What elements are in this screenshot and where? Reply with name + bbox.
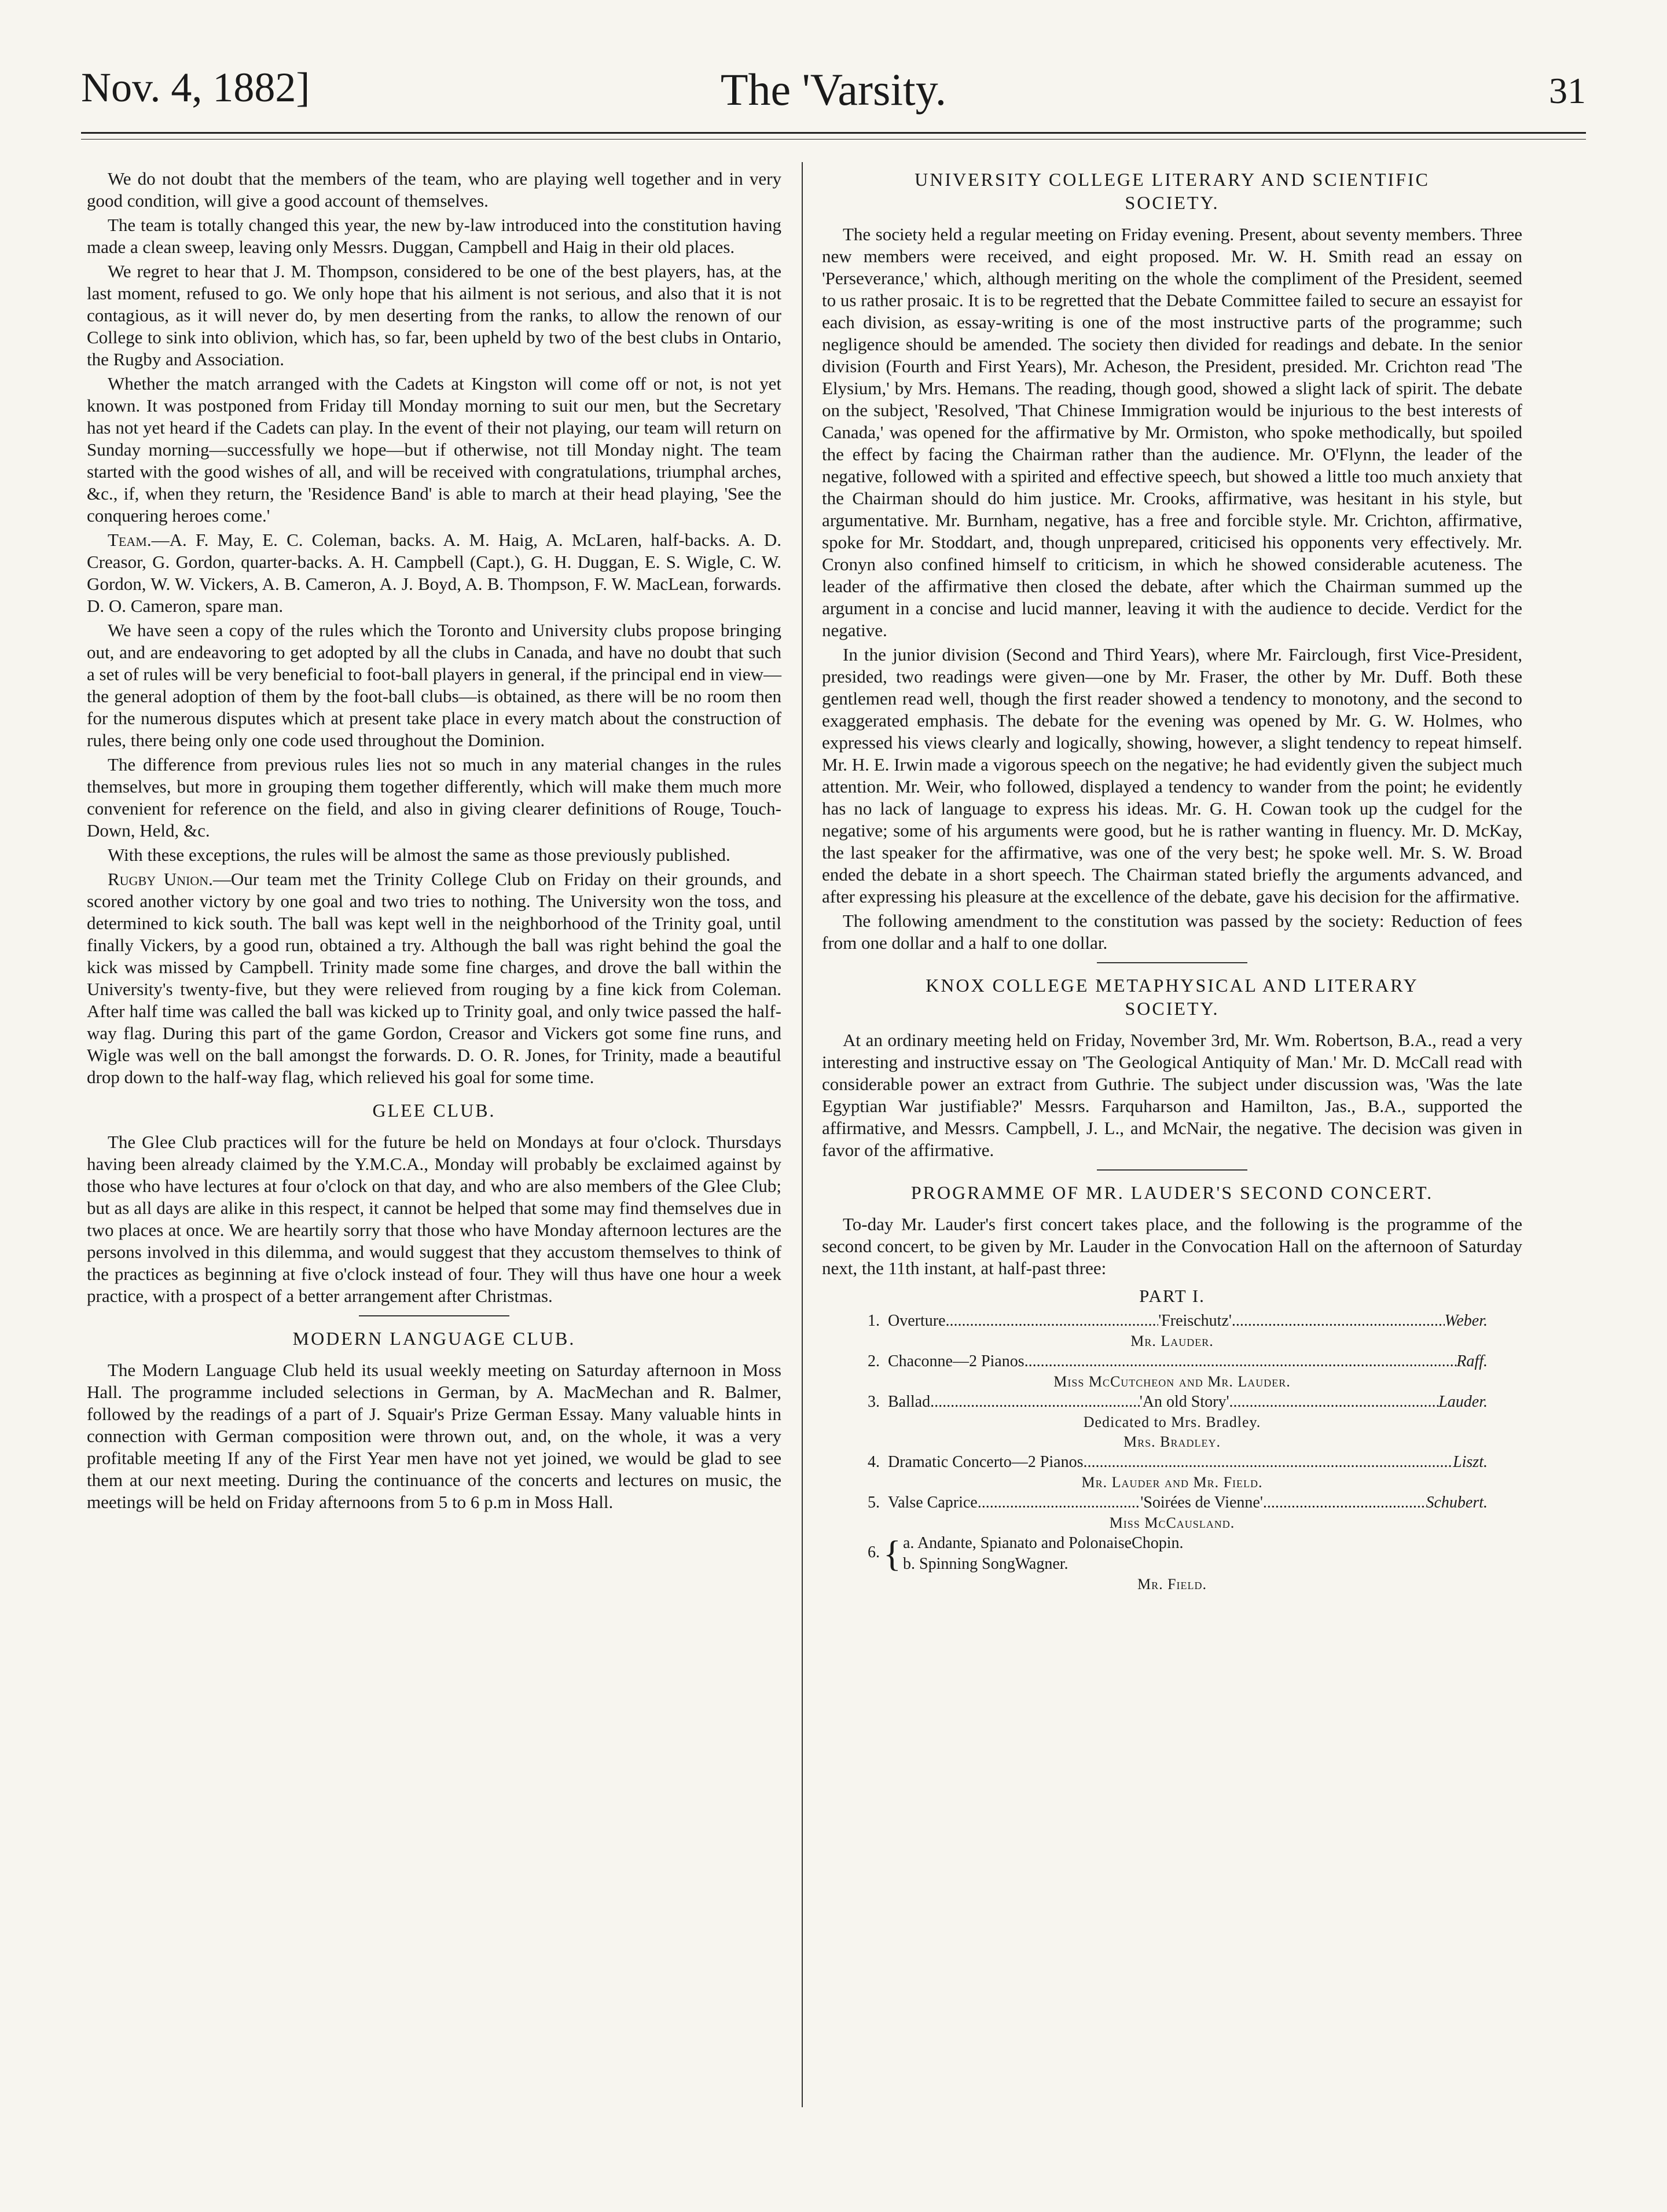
- header-rule-thin: [81, 139, 1586, 140]
- knox-text: At an ordinary meeting held on Friday, November 3rd, Mr. Wm. Robertson, B.A., read a very interesting and instructive essay on 'The Geological Antiquity of Man.' Mr. D. McCall read with considerable power an extract from Guthrie. The subject under discussion was, 'Was the late Egyptian War justifiable?' Messrs. Farquharson and Hamilton, Jas., B.A., supported the affirmative, and Messrs. Campbell, J. L., and McNair, the negative. The decision was given in favor of the affirmative.: [822, 1030, 1522, 1160]
- leader-dots: [1083, 1452, 1453, 1473]
- uc-society-heading: [822, 168, 1522, 214]
- football-paragraph: We regret to hear that J. M. Thompson, considered to be one of the best players, has, at the last moment, refused to go. We only hope that his ailment is not serious, and also that it is not contagious, as it will never do, by men deserting from the ranks, to allow the renown of our College to sink into oblivion, which has, so far, been upheld by two of the best clubs in Ontario, the Rugby and Association.: [87, 261, 781, 369]
- leader-dots: [1263, 1492, 1426, 1513]
- programme-heading: PROGRAMME OF MR. LAUDER'S SECOND CONCERT.: [910, 1182, 1434, 1203]
- programme-part-label: PART I.: [1139, 1286, 1205, 1306]
- programme-six-rows: [903, 1533, 1488, 1575]
- glee-club-heading: GLEE CLUB.: [372, 1100, 496, 1121]
- team-text: —A. F. May, E. C. Coleman, backs. A. M. Haig, A. McLaren, half-backs. A. D. Creasor, G. Gordon, quarter-backs. A. H. Campbell (Capt.), G. H. Duggan, E. S. Wigle, C. W. Gordon, W. W. Vickers, A. B. Cameron, A. J. Boyd, A. B. Thompson, F. W. MacLean, forwards. D. O. Cameron, spare man.: [87, 530, 781, 616]
- rugby-text: —Our team met the Trinity College Club on Friday on their grounds, and scored another victory by one goal and two tries to nothing. The University won the toss, and determined to kick south. The ball was kept well in the neighborhood of the Trinity goal, until finally Vickers, by a good run, obtained a try. Although the ball was right behind the goal the kick was missed by Campbell. Trinity made some fine charges, and drove the ball within the University's twenty-five, but they were relieved from rouging by a fine kick from Coleman. After half time was called the ball was kicked up to Trinity goal, and only twice passed the half-way flag. During this part of the game Gordon, Creasor and Vickers got some fine runs, and Wigle was well on the ball amongst the forwards. D. O. R. Jones, for Trinity, made a beautiful drop down to the half-way flag, which relieved his goal for some time.: [87, 869, 781, 1087]
- section-divider: [359, 1315, 509, 1316]
- uc-heading-line1: UNIVERSITY COLLEGE LITERARY AND SCIENTIFIC: [915, 169, 1430, 190]
- section-divider: [1097, 962, 1247, 963]
- leader-dots: [930, 1392, 1140, 1413]
- item-composer: Lauder.: [1438, 1393, 1488, 1411]
- leader-dots: [1229, 1392, 1439, 1413]
- item-number: 2.: [868, 1352, 880, 1370]
- programme-item-six: [845, 1533, 1488, 1575]
- rules-paragraph: With these exceptions, the rules will be almost the same as those previously published.: [108, 845, 730, 865]
- programme-item: [845, 1452, 1488, 1473]
- header-rule: [81, 132, 1586, 134]
- item-performer: Mr. Field.: [1137, 1576, 1207, 1593]
- item-performer: Miss McCutcheon and Mr. Lauder.: [1053, 1373, 1291, 1390]
- item-number: 5.: [868, 1494, 880, 1512]
- team-list: [87, 529, 781, 617]
- programme-item: [845, 1311, 1488, 1331]
- football-paragraph: The team is totally changed this year, the new by-law introduced into the constitution having made a clean sweep, leaving only Messrs. Duggan, Campbell and Haig in their old places.: [87, 215, 781, 257]
- programme-item: [845, 1351, 1488, 1372]
- item-dedication: Dedicated to Mrs. Bradley.: [1083, 1414, 1261, 1430]
- item-title: 'An old Story': [1139, 1393, 1229, 1411]
- item-name: Ballad: [888, 1393, 931, 1411]
- item-performer: Mrs. Bradley.: [1123, 1433, 1221, 1450]
- item-performer: Mr. Lauder and Mr. Field.: [1081, 1474, 1263, 1491]
- uc-paragraph: The following amendment to the constitution was passed by the society: Reduction of fees from one dollar and a half to one dollar.: [822, 911, 1522, 953]
- item-composer: Raff.: [1456, 1352, 1488, 1370]
- glee-club-text: The Glee Club practices will for the future be held on Mondays at four o'clock. Thursdays having been already claimed by the Y.M.C.A., Monday will probably be exclaimed against by those who have lectures at four o'clock on that day, and who are also members of the Glee Club; but as all days are alike in this respect, it cannot be helped that some may find themselves due in two places at once. We are heartily sorry that those who have Monday afternoon lectures are the persons involved in this dilemma, and would suggest that they accustom themselves to think of the practices as beginning at five o'clock instead of four. They will thus have one hour a week practice, with a prospect of a better arrangement after Christmas.: [87, 1132, 781, 1306]
- item-composer: Wagner.: [1015, 1555, 1069, 1573]
- issue-date: Nov. 4, 1882]: [81, 64, 310, 111]
- knox-society-heading: [822, 974, 1522, 1020]
- leader-dots: [946, 1311, 1159, 1331]
- programme-six-b: [903, 1554, 1488, 1575]
- page-header: [81, 64, 1586, 127]
- programme-item: [845, 1392, 1488, 1413]
- item-number: 4.: [868, 1453, 880, 1471]
- rules-paragraph: The difference from previous rules lies not so much in any material changes in the rules themselves, but more in grouping them together differently, which will make them much more convenient for reference on the field, and also in giving clearer definitions of Rouge, Touch-Down, Held, &c.: [87, 754, 781, 841]
- rugby-report: [87, 868, 781, 1088]
- item-name: Chaconne—2 Pianos: [888, 1352, 1025, 1370]
- uc-paragraph: The society held a regular meeting on Friday evening. Present, about seventy members. Three new members were received, and eight proposed. Mr. W. H. Smith read an essay on 'Perseverance,' which, although meriting on the whole the compliment of the President, seemed to us rather prosaic. It is to be regretted that the Debate Committee failed to secure an essayist for each division, as essay-writing is one of the most instructive parts of the programme; such negligence should be amended. The society then divided for readings and debate. In the senior division (Fourth and First Years), Mr. Acheson, the President, presided. Mr. Crichton read 'The Elysium,' by Mrs. Hemans. The reading, though good, showed a slight lack of spirit. The debate on the subject, 'Resolved, 'That Chinese Immigration would be injurious to the best interests of Canada,' was opened for the affirmative by Mr. Ormiston, who spoke methodically, but spoiled the effect by facing the Chairman rather than the audience. Mr. O'Flynn, the leader of the negative, followed with a spirited and effective speech, but showed a little too much anxiety that the Chairman should do him justice. Mr. Crooks, affirmative, was hesitant in his style, but argumentative. Mr. Burnham, negative, has a free and forcible style. Mr. Crichton, affirmative, spoke for Mr. Stoddart, and, though unprepared, criticised his opponents very effectively. Mr. Cronyn also confined himself to criticism, in which he showed considerable acuteness. The leader of the affirmative then closed the debate, after which the Chairman summed up the argument in a concise and lucid manner, leaving it with the audience to decide. Verdict for the negative.: [822, 224, 1522, 640]
- item-performer: Mr. Lauder.: [1130, 1333, 1214, 1349]
- item-name: a. Andante, Spianato and Polonaise: [903, 1534, 1132, 1552]
- item-name: Dramatic Concerto—2 Pianos: [888, 1453, 1084, 1471]
- item-number: 1.: [868, 1312, 880, 1330]
- item-title: 'Freischutz': [1158, 1312, 1232, 1330]
- modern-language-text: The Modern Language Club held its usual weekly meeting on Saturday afternoon in Moss Hall. The programme included selections in German, by A. MacMechan and R. Balmer, followed by the readings of a part of J. Squair's Prize German Essay. Many valuable hints in connection with German composition were thrown out, and, on the whole, it was a very profitable meeting If any of the First Year men have not yet joined, we would be glad to see them at our next meeting. During the continuance of the concerts and lectures on music, the meetings will be held on Friday afternoons from 5 to 6 p.m in Moss Hall.: [87, 1360, 781, 1512]
- rugby-label: Rugby Union.: [108, 869, 213, 889]
- modern-language-heading: MODERN LANGUAGE CLUB.: [292, 1328, 576, 1349]
- item-name: b. Spinning Song: [903, 1555, 1015, 1573]
- knox-heading-line1: KNOX COLLEGE METAPHYSICAL AND LITERARY: [926, 975, 1419, 996]
- programme-intro: To-day Mr. Lauder's first concert takes place, and the following is the programme of the second concert, to be given by Mr. Lauder in the Convocation Hall on the afternoon of Saturday next, the 11th instant, at half-past three:: [822, 1214, 1522, 1278]
- leader-dots: [978, 1492, 1141, 1513]
- page-number: 31: [1549, 70, 1586, 111]
- item-composer: Schubert.: [1426, 1494, 1488, 1512]
- programme-list: [822, 1311, 1522, 1594]
- team-label: Team.: [108, 530, 152, 550]
- football-paragraph: Whether the match arranged with the Cadets at Kingston will come off or not, is not yet known. It was postponed from Friday till Monday morning to suit our men, but the Secretary has not yet heard if the Cadets can play. In the event of their not playing, our team will return on Sunday morning—successfully we hope—but if otherwise, not till Monday night. The team started with the good wishes of all, and will be received with congratulations, triumphal arches, &c., if, when they return, the 'Residence Band' is able to march at their head playing, 'See the conquering heroes come.': [87, 373, 781, 526]
- uc-heading-line2: SOCIETY.: [1125, 192, 1220, 213]
- item-name: Overture: [888, 1312, 946, 1330]
- item-composer: Chopin.: [1132, 1534, 1184, 1552]
- uc-paragraph: In the junior division (Second and Third Years), where Mr. Fairclough, first Vice-President, presided, two readings were given—one by Mr. Fraser, the other by Mr. Duff. Both these gentlemen read well, though the first reader showed a tendency to monotony, and the second to exaggerated emphasis. The debate for the evening was opened by Mr. G. W. Holmes, who expressed his views clearly and logically, showing, however, a slight tendency to repeat himself. Mr. H. E. Irwin made a vigorous speech on the negative; he had evidently given the subject much attention. Mr. Weir, who followed, displayed a tendency to wander from the point; he evidently has no lack of language to express his ideas. Mr. G. H. Cowan took up the cudgel for the negative; some of his arguments were good, but he is rather wanting in fluency. Mr. D. McKay, the last speaker for the affirmative, was one of the very best; he spoke well. Mr. S. W. Broad ended the debate in a short speech. The Chairman stated briefly the arguments advanced, and after expressing his pleasure at the excellence of the debate, gave his decision for the affirmative.: [822, 644, 1522, 907]
- item-composer: Liszt.: [1453, 1453, 1488, 1471]
- knox-heading-line2: SOCIETY.: [1125, 998, 1220, 1019]
- item-composer: Weber.: [1444, 1312, 1488, 1330]
- item-title: 'Soirées de Vienne': [1140, 1494, 1263, 1512]
- programme-six-a: [903, 1533, 1488, 1554]
- leader-dots: [1232, 1311, 1445, 1331]
- left-column: [87, 168, 781, 1516]
- football-paragraph: We do not doubt that the members of the team, who are playing well together and in very good condition, will give a good account of themselves.: [87, 168, 781, 211]
- item-name: Valse Caprice: [888, 1494, 978, 1512]
- section-divider: [1097, 1169, 1247, 1171]
- masthead-title: The 'Varsity.: [720, 64, 947, 115]
- column-divider: [802, 162, 803, 2107]
- item-number: 3.: [868, 1393, 880, 1411]
- leader-dots: [1025, 1351, 1457, 1372]
- item-number: 6.: [868, 1543, 880, 1561]
- brace-glyph: {: [883, 1533, 901, 1574]
- item-performer: Miss McCausland.: [1109, 1514, 1235, 1531]
- rules-paragraph: We have seen a copy of the rules which the Toronto and University clubs propose bringing out, and are endeavoring to get adopted by all the clubs in Canada, and have no doubt that such a set of rules will be very beneficial to foot-ball players in general, if the principal end in view—the general adoption of them by the foot-ball clubs—is obtained, as there will be no room then for the numerous disputes which at present take place in every match about the construction of rules, there being only one code used throughout the Dominion.: [87, 620, 781, 750]
- right-column: [822, 168, 1522, 1594]
- programme-item: [845, 1492, 1488, 1513]
